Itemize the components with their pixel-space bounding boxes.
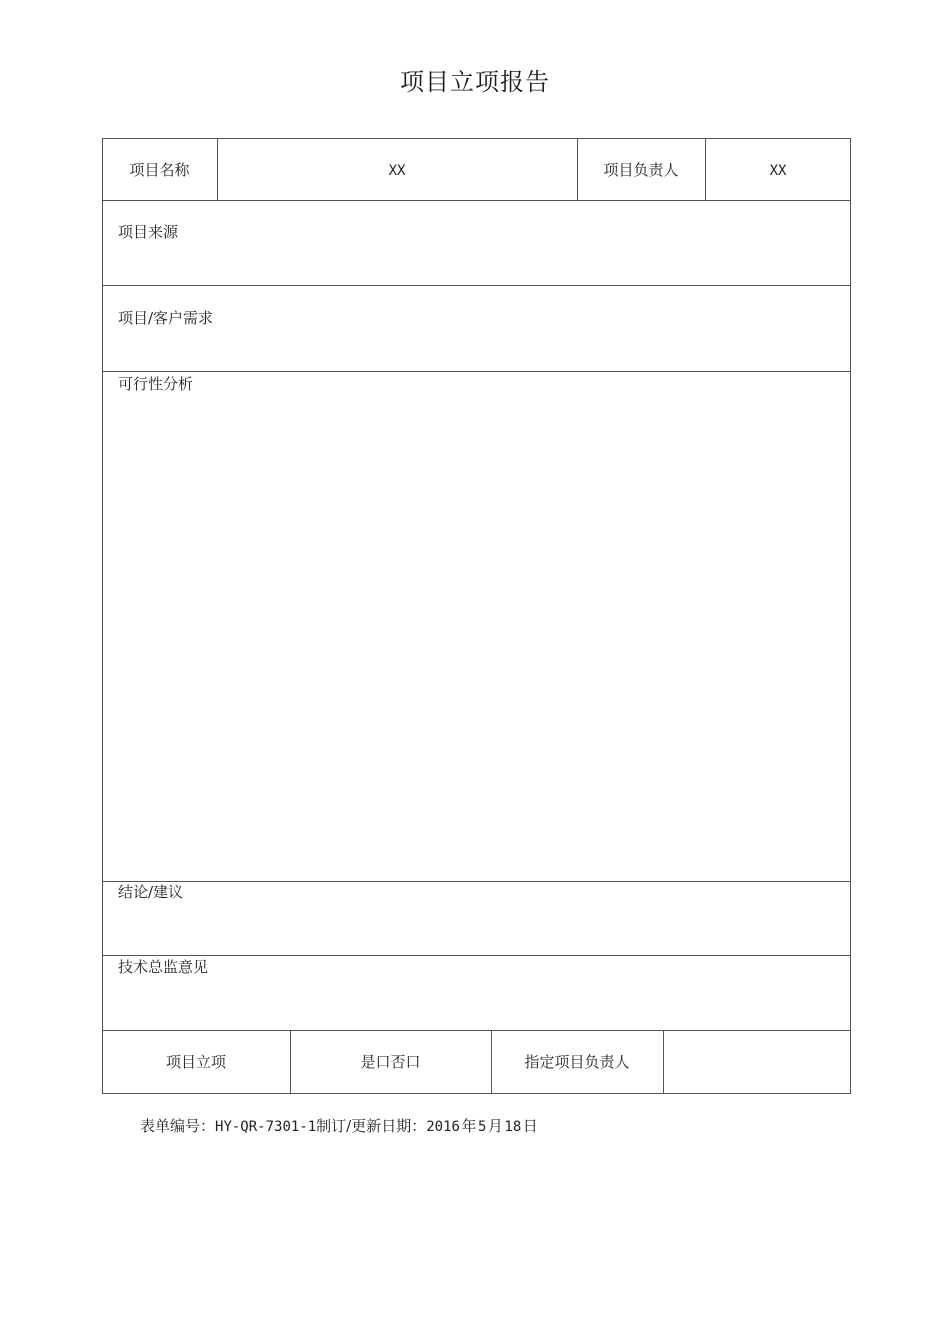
year-unit: 年 [461, 1117, 477, 1135]
project-name-value[interactable]: XX [388, 163, 406, 179]
cto-opinion-label: 技术总监意见 [118, 958, 209, 976]
row-divider [102, 881, 851, 882]
col-divider [663, 1030, 664, 1094]
page-title: 项目立项报告 [400, 68, 550, 96]
row-divider [102, 200, 851, 201]
customer-needs-label: 项目/客户需求 [118, 309, 214, 327]
assign-lead-label: 指定项目负责人 [524, 1053, 630, 1071]
approval-options[interactable]: 是口否口 [360, 1053, 421, 1071]
revision-day: 18 [504, 1119, 522, 1135]
row-divider [102, 285, 851, 286]
project-name-label: 项目名称 [129, 161, 190, 179]
form-outer-border [102, 138, 851, 1094]
project-lead-value[interactable]: XX [769, 163, 787, 179]
form-number: HY-QR-7301-1 [215, 1119, 317, 1135]
form-number-label: 表单编号： [140, 1117, 216, 1135]
project-source-label: 项目来源 [118, 223, 179, 241]
feasibility-label: 可行性分析 [118, 375, 194, 393]
row-divider [102, 955, 851, 956]
project-approval-label: 项目立项 [165, 1053, 226, 1071]
month-unit: 月 [487, 1117, 503, 1135]
row-divider [102, 371, 851, 372]
revision-date-label: 制订/更新日期： [316, 1117, 427, 1135]
conclusion-label: 结论/建议 [118, 883, 184, 901]
row-divider [102, 1030, 851, 1031]
project-lead-label: 项目负责人 [603, 161, 679, 179]
day-unit: 日 [522, 1117, 538, 1135]
revision-month: 5 [477, 1119, 487, 1135]
form-footer [140, 1116, 538, 1137]
revision-year: 2016 [426, 1119, 460, 1135]
